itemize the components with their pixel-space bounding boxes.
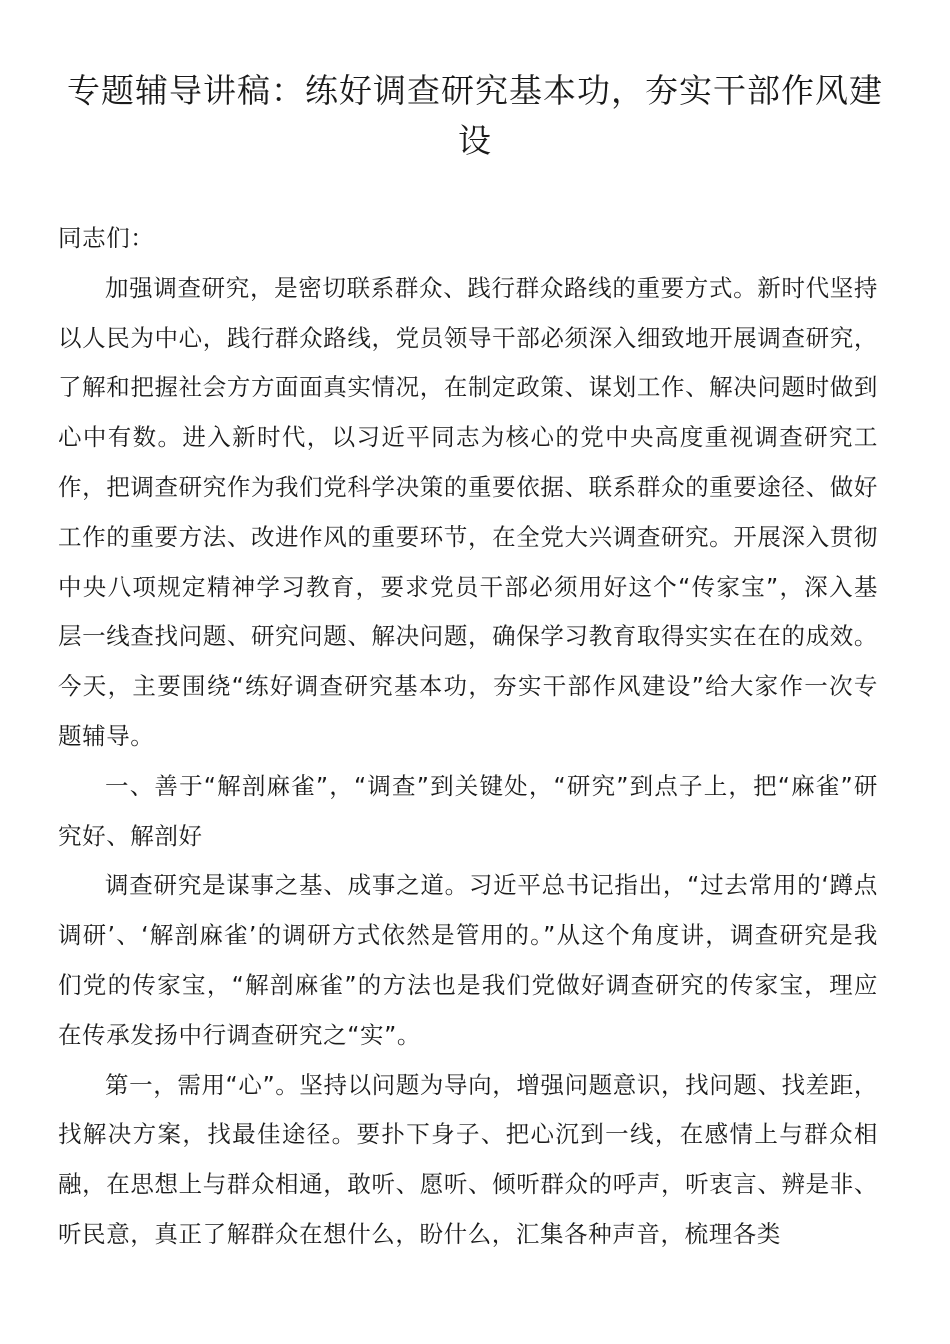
paragraph-point-1: 第一，需用“心”。坚持以问题为导向，增强问题意识，找问题、找差距，找解决方案，找最佳途径。要扑下身子、把心沉到一线，在感情上与群众相融，在思想上与群众相通，敢听、愿听、倾听群众的呼声，听衷言、辨是非、听民意，真正了解群众在想什么，盼什么，汇集各种声音，梳理各类: [58, 1070, 878, 1248]
paragraph-intro: 加强调查研究，是密切联系群众、践行群众路线的重要方式。新时代坚持以人民为中心，践行群众路线，党员领导干部必须深入细致地开展调查研究，了解和把握社会方方面面真实情况，在制定政策、谋划工作、解决问题时做到心中有数。进入新时代，以习近平同志为核心的党中央高度重视调查研究工作，把调查研究作为我们党科学决策的重要依据、联系群众的重要途径、做好工作的重要方法、改进作风的重要环节，在全党大兴调查研究。开展深入贯彻中央八项规定精神学习教育，要求党员干部必须用好这个“传家宝”，深入基层一线查找问题、研究问题、解决问题，确保学习教育取得实实在在的成效。今天，主要围绕“练好调查研究基本功，夯实干部作风建设”给大家作一次专题辅导。: [58, 273, 878, 750]
paragraph-section-1-intro: 调查研究是谋事之基、成事之道。习近平总书记指出，“过去常用的‘蹲点调研’、‘解剖麻雀’的调研方式依然是管用的。”从这个角度讲，调查研究是我们党的传家宝，“解剖麻雀”的方法也是我们党做好调查研究的传家宝，理应在传承发扬中行调查研究之“实”。: [58, 871, 878, 1049]
salutation: 同志们：: [58, 224, 155, 252]
document-body: [58, 214, 878, 1260]
section-heading-1: 一、善于“解剖麻雀”，“调查”到关键处，“研究”到点子上，把“麻雀”研究好、解剖好: [58, 771, 878, 850]
document-title: 专题辅导讲稿：练好调查研究基本功，夯实干部作风建设: [67, 71, 883, 160]
